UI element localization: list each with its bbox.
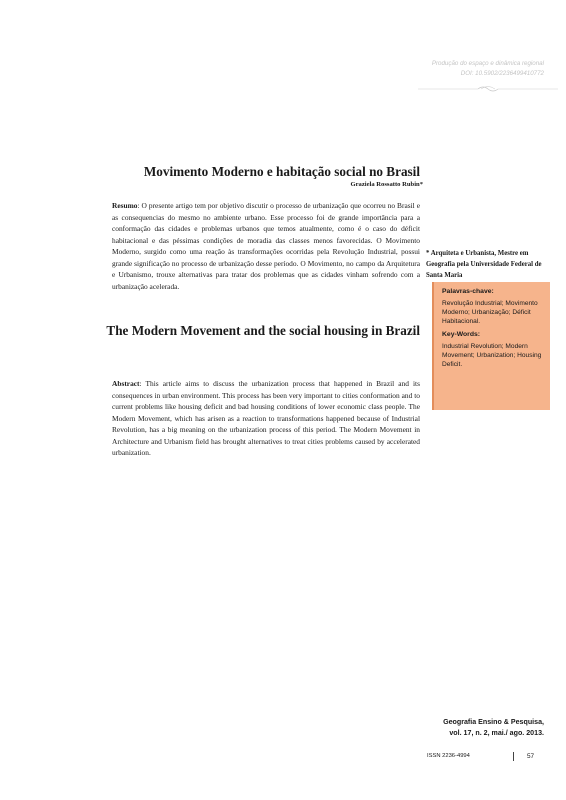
keywords-en-list: Industrial Revolution; Modern Movement; Urbanization; Housing Deficit.	[442, 343, 542, 368]
section-header: Produção do espaço e dinâmica regional	[431, 60, 544, 67]
resumo-label: Resumo	[112, 201, 138, 210]
doi-line: DOI: 10.5902/2236499410772	[460, 70, 544, 77]
article-title-en: The Modern Movement and the social housing in Brazil	[106, 323, 420, 338]
author-affiliation: * Arquiteta e Urbanista, Mestre em Geografia pela Universidade Federal de Santa Maria	[426, 250, 542, 279]
author-name: Graziela Rossatto Rubin*	[350, 181, 423, 188]
resumo-paragraph	[112, 200, 420, 292]
article-title-pt: Movimento Moderno e habitação social no Brasil	[143, 164, 420, 179]
footer-divider	[513, 752, 514, 761]
keywords-pt-title: Palavras-chave:	[442, 288, 494, 295]
journal-citation	[443, 717, 544, 739]
abstract-paragraph	[112, 378, 420, 459]
journal-volume: vol. 17, n. 2, mai./ ago. 2013.	[449, 729, 544, 737]
page-number: 57	[527, 753, 535, 760]
keywords-pt-list: Revolução Industrial; Movimento Moderno; Urbanização; Déficit Habitacional.	[442, 300, 538, 325]
keywords-box	[432, 282, 550, 410]
resumo-text: : O presente artigo tem por objetivo discutir o processo de urbanização que ocorreu no Brasil e as consequencias do mesmo no ambiente urbano. Esse processo foi de grande importância para a conformação das cidades e problemas urbanos que temos atualmente, como é o caso do déficit habitacional e das péssimas condições de moradia das classes menos favorecidas. O Movimento Moderno, surgido como uma reação às transformações ocorridas pela Revolução Industrial, possui grande significação no processo de urbanização desse período. O Movimento, no campo da Arquitetura e Urbanismo, trouxe alternativas para tratar dos problemas que as cidades vinham sofrendo com a urbanização acelerada.	[112, 201, 420, 291]
issn: ISSN 2236-4994	[427, 753, 470, 759]
abstract-label: Abstract	[112, 379, 140, 388]
ornament-divider-icon	[418, 85, 558, 93]
journal-name: Geografia Ensino & Pesquisa,	[443, 718, 544, 726]
abstract-text: : This article aims to discuss the urbanization process that happened in Brazil and its consequences in urban environment. This process has been very important to cities conformation and to current problems like housing deficit and bad housing conditions of lower economic class people. The Modern Movement, which has arisen as a reaction to transformations happened because of Industrial Revolution, has a big meaning on the urbanization process of this period. The Modern Movement in Architecture and Urbanism field has brought alternatives to treat cities problems caused by accelerated urbanization.	[112, 379, 420, 457]
keywords-en-title: Key-Words:	[442, 331, 481, 338]
